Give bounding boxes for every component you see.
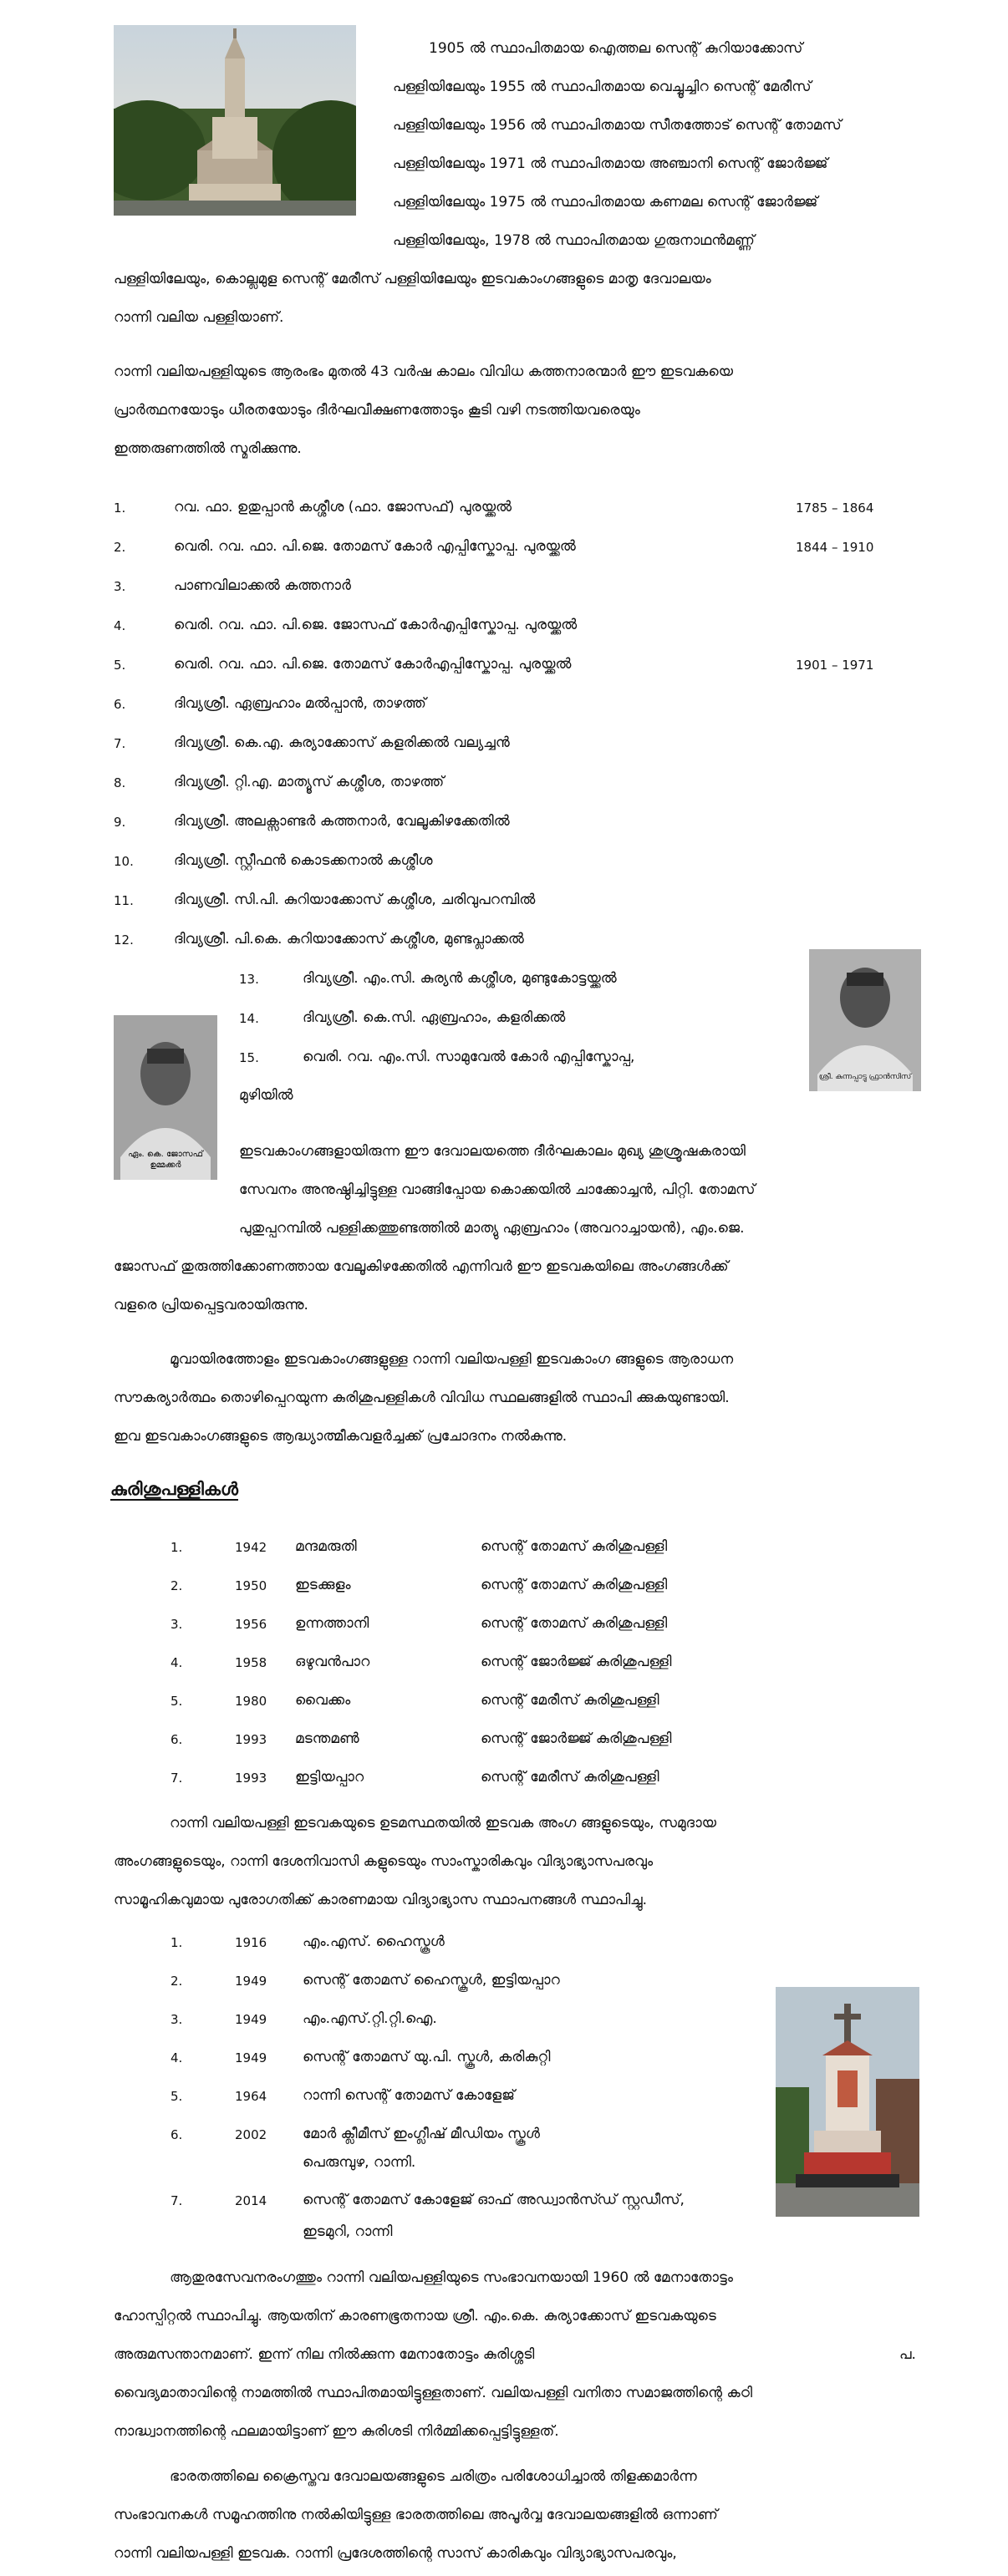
vicar-name: റവ. ഫാ. ഉതുപ്പാൻ കശ്ശീശ (ഫാ. ജോസഫ്) പുരയ്ക്കൽ: [174, 499, 512, 516]
closing-line-1: ഭാരതത്തിലെ ക്രൈസ്തവ ദേവാലയങ്ങളുടെ ചരിത്രം പരിശോധിച്ചാൽ തിളക്കമാർന്ന: [170, 2468, 697, 2485]
intro-line-3: പള്ളിയിലേയും 1956 ൽ സ്ഥാപിതമായ സീതത്തോട് സെന്റ് തോമസ്: [393, 117, 842, 134]
vicar-years: 1901 – 1971: [796, 658, 874, 673]
vicar-name: ദിവ്യശ്രീ. സി.പി. കുറിയാക്കോസ് കശ്ശീശ, ചരിവുപറമ്പിൽ: [174, 892, 536, 908]
item-number: 4.: [171, 2050, 183, 2065]
intro-line-8: റാന്നി വലിയ പള്ളിയാണ്.: [114, 309, 284, 326]
row-place: ഇട്ടിയപ്പാറ: [295, 1769, 364, 1786]
item-number: 11.: [114, 893, 134, 908]
hospital-line-2: ഹോസ്പിറ്റൽ സ്ഥാപിച്ചു. ആയതിന് കാരണഭൂതനായ ശ്രീ. എം.കെ. കുര്യാക്കോസ് ഇടവകയുടെ: [114, 2308, 716, 2324]
item-number: 6.: [114, 697, 126, 712]
row-number: 3.: [171, 1617, 183, 1632]
item-number: 2.: [114, 540, 126, 555]
row-name: സെന്റ് തോമസ് കുരിശുപള്ളി: [481, 1615, 668, 1632]
hospital-line-4: വൈദ്യമാതാവിന്റെ നാമത്തിൽ സ്ഥാപിതമായിട്ടുള്ളതാണ്. വലിയപള്ളി വനിതാ സമാജത്തിന്റെ കഠി: [114, 2385, 753, 2401]
vicar-name: ദിവ്യശ്രീ. ഏബ്രഹാം മൽപ്പാൻ, താഴത്ത്: [174, 695, 426, 712]
row-name: സെന്റ് ജോർജ്ജ് കുരിശുപള്ളി: [481, 1654, 672, 1670]
servants-line-4: ജോസഫ് തുരുത്തിക്കോണത്തായ വേലൂകിഴക്കേതിൽ എന്നിവർ ഈ ഇടവകയിലെ അംഗങ്ങൾക്ക്: [114, 1258, 729, 1275]
kurishu-heading: കുരിശുപള്ളികൾ: [110, 1479, 238, 1499]
intro-line-2: പള്ളിയിലേയും 1955 ൽ സ്ഥാപിതമായ വെച്ചൂച്ചിറ സെന്റ് മേരീസ്: [393, 79, 812, 95]
school-name: മോർ ക്ലീമീസ് ഇംഗ്ലീഷ് മീഡിയം സ്കൂൾ: [303, 2126, 540, 2142]
vicars-intro-line-2: പ്രാർത്ഥനയോടും ധീരതയോടും ദീർഘവീക്ഷണത്തോടും കൂടി വഴി നടത്തിയവരെയും: [114, 402, 640, 419]
school-name-line-2: പെരുമ്പുഴ, റാന്നി.: [303, 2154, 416, 2171]
item-number: 7.: [114, 736, 126, 751]
item-number: 9.: [114, 815, 126, 830]
row-year: 1950: [235, 1578, 267, 1593]
item-year: 2014: [235, 2193, 267, 2208]
row-number: 6.: [171, 1732, 183, 1747]
row-year: 1942: [235, 1540, 267, 1555]
school-name: സെന്റ് തോമസ് ഹൈസ്കൂൾ, ഇട്ടിയപ്പാറ: [303, 1972, 560, 1989]
item-number: 12.: [114, 932, 134, 948]
item-year: 2002: [235, 2127, 267, 2142]
item-year: 1916: [235, 1935, 267, 1950]
school-name: എം.എസ്. ഹൈസ്കൂൾ: [303, 1933, 445, 1950]
school-name: സെന്റ് തോമസ് കോളേജ് ഓഫ് അഡ്വാൻസ്ഡ് സ്റ്റഡീസ്,: [303, 2192, 685, 2208]
row-name: സെന്റ് ജോർജ്ജ് കുരിശുപള്ളി: [481, 1730, 672, 1747]
item-number: 7.: [171, 2193, 183, 2208]
item-number: 13.: [239, 972, 259, 987]
photo-caption: ശ്രീ. കുന്നപ്പാട്ടു ഫ്രാൻസിസ്: [818, 1073, 912, 1081]
intro-line-6: പള്ളിയിലേയും, 1978 ൽ സ്ഥാപിതമായ ഗുരുനാഥൻമണ്ണ്: [393, 232, 755, 249]
vicar-name: വെരി. റവ. ഫാ. പി.ജെ. ജോസഫ് കോർഎപ്പിസ്കോപ്പ. പുരയ്ക്കൽ: [174, 617, 578, 633]
church-illustration: [114, 25, 356, 216]
item-number: 3.: [114, 579, 126, 594]
item-number: 8.: [114, 775, 126, 790]
intro-line-4: പള്ളിയിലേയും 1971 ൽ സ്ഥാപിതമായ അഞ്ചാനി സെന്റ് ജോർജ്ജ്: [393, 155, 828, 172]
school-name: സെന്റ് തോമസ് യു.പി. സ്കൂൾ, കരികുറ്റി: [303, 2049, 551, 2065]
row-name: സെന്റ് തോമസ് കുരിശുപള്ളി: [481, 1577, 668, 1593]
row-year: 1980: [235, 1694, 267, 1709]
item-number: 10.: [114, 854, 134, 869]
closing-line-2: സംഭാവനകൾ സമൂഹത്തിനു നൽകിയിട്ടുള്ള ഭാരതത്തിലെ അപൂർവ്വ ദേവാലയങ്ങളിൽ ഒന്നാണ്: [114, 2507, 718, 2523]
kurishu-intro-line-1: മൂവായിരത്തോളം ഇടവകാംഗങ്ങളുള്ള റാന്നി വലിയപള്ളി ഇടവകാംഗ ങ്ങളുടെ ആരാധന: [170, 1351, 734, 1368]
vicar-years: 1844 – 1910: [796, 540, 874, 555]
vicar-name: ദിവ്യശ്രീ. കെ.എ. കുര്യാക്കോസ് കളരിക്കൽ വല്യച്ചൻ: [174, 734, 510, 751]
row-year: 1956: [235, 1617, 267, 1632]
row-year: 1993: [235, 1771, 267, 1786]
servants-line-3: പുതുപ്പറമ്പിൽ പള്ളിക്കത്തുണ്ടത്തിൽ മാത്യു ഏബ്രഹാം (അവറാച്ചായൻ), എം.ജെ.: [239, 1220, 745, 1237]
item-number: 1.: [171, 1935, 183, 1950]
vicar-name: വെരി. റവ. എം.സി. സാമുവേൽ കോർ എപ്പിസ്കോപ്പ,: [303, 1049, 635, 1065]
vicar-name: ദിവ്യശ്രീ. എം.സി. കുര്യൻ കശ്ശീശ, മുണ്ടുകോട്ടയ്ക്കൽ: [303, 970, 617, 987]
row-year: 1958: [235, 1655, 267, 1670]
school-name: എം.എസ്.റ്റി.റ്റി.ഐ.: [303, 2010, 437, 2027]
closing-line-3: റാന്നി വലിയപള്ളി ഇടവക. റാന്നി പ്രദേശത്തിന്റെ സാസ് കാരികവും വിദ്യാഭ്യാസപരവും,: [114, 2545, 677, 2562]
kurishu-intro-line-2: സൗകര്യാർത്ഥം തൊഴിപ്പെറയുന്ന കുരിശുപള്ളികൾ വിവിധ സ്ഥലങ്ങളിൽ സ്ഥാപി ക്കുകയുണ്ടായി.: [114, 1390, 730, 1406]
servants-line-1: ഇടവകാംഗങ്ങളായിരുന്ന ഈ ദേവാലയത്തെ ദീർഘകാലം മുഖ്യ ശുശ്രൂഷകരായി: [239, 1143, 746, 1160]
item-number: 3.: [171, 2012, 183, 2027]
hospital-line-3: അരുമസന്താനമാണ്. ഇന്ന് നില നിൽക്കുന്ന മേനാതോട്ടം കുരിശ്ശടി: [114, 2346, 535, 2363]
vicar-name: ദിവ്യശ്രീ. കെ.സി. ഏബ്രഹാം, കളരിക്കൽ: [303, 1009, 566, 1026]
item-year: 1949: [235, 1974, 267, 1989]
vicar-name: വെരി. റവ. ഫാ. പി.ജെ. തോമസ് കോർ എപ്പിസ്കോപ്പ. പുരയ്ക്കൽ: [174, 538, 576, 555]
schools-intro-line-1: റാന്നി വലിയപള്ളി ഇടവകയുടെ ഉടമസ്ഥതയിൽ ഇടവക അംഗ ങ്ങളുടെയും, സമുദായ: [170, 1815, 717, 1832]
intro-line-1: 1905 ൽ സ്ഥാപിതമായ ഐത്തല സെന്റ് കുറിയാക്കോസ്: [429, 40, 803, 57]
vicar-name: ദിവ്യശ്രീ. സ്റ്റീഫൻ കൊടക്കനാൽ കശ്ശീശ: [174, 852, 433, 869]
vicar-name: ദിവ്യശ്രീ. പി.കെ. കുറിയാക്കോസ് കശ്ശീശ, മുണ്ടപ്ലാക്കൽ: [174, 931, 524, 948]
vicar-name: വെരി. റവ. ഫാ. പി.ജെ. തോമസ് കോർഎപ്പിസ്കോപ്പ. പുരയ്ക്കൽ: [174, 656, 572, 673]
row-number: 7.: [171, 1771, 183, 1786]
item-year: 1949: [235, 2050, 267, 2065]
row-place: ഉന്നത്താനി: [295, 1615, 369, 1632]
person-portrait-icon: [809, 949, 921, 1091]
vicars-intro-line-1: റാന്നി വലിയപള്ളിയുടെ ആരംഭം മുതൽ 43 വർഷ കാലം വിവിധ കത്തനാരന്മാർ ഈ ഇടവകയെ: [114, 363, 733, 380]
schools-intro-line-3: സാമൂഹികവുമായ പുരോഗതിക്ക് കാരണമായ വിദ്യാഭ്യാസ സ്ഥാപനങ്ങൾ സ്ഥാപിച്ചു.: [114, 1892, 648, 1908]
wayside-cross-photo: [776, 1987, 919, 2217]
schools-intro-line-2: അംഗങ്ങളുടെയും, റാന്നി ദേശനിവാസി കളുടെയും സാംസ്കാരികവും വിദ്യാഭ്യാസപരവും: [114, 1853, 654, 1870]
vicar-name-continued: മുഴിയിൽ: [239, 1087, 293, 1104]
hospital-line-3-tail: പ.: [899, 2346, 916, 2363]
row-number: 2.: [171, 1578, 183, 1593]
item-year: 1949: [235, 2012, 267, 2027]
intro-line-5: പള്ളിയിലേയും 1975 ൽ സ്ഥാപിതമായ കണമല സെന്റ് ജോർജ്ജ്: [393, 194, 818, 211]
row-place: വൈക്കം: [295, 1692, 351, 1709]
school-name-line-2: ഇടമുറി, റാന്നി: [303, 2223, 393, 2240]
row-name: സെന്റ് തോമസ് കുരിശുപള്ളി: [481, 1538, 668, 1555]
row-number: 5.: [171, 1694, 183, 1709]
hospital-line-5: നാദ്ധ്വാനത്തിന്റെ ഫലമായിട്ടാണ് ഈ കുരിശടി നിർമ്മിക്കപ്പെട്ടിട്ടുള്ളത്.: [114, 2423, 559, 2440]
item-number: 4.: [114, 618, 126, 633]
item-number: 1.: [114, 500, 126, 516]
row-number: 1.: [171, 1540, 183, 1555]
vicar-name: പാണവിലാക്കൽ കത്തനാർ: [174, 577, 351, 594]
item-number: 15.: [239, 1050, 259, 1065]
intro-line-7: പള്ളിയിലേയും, കൊല്ലമുള സെന്റ് മേരീസ് പള്ളിയിലേയും ഇടവകാംഗങ്ങളുടെ മാതൃ ദേവാലയം: [114, 271, 711, 287]
portrait-photo-left: [114, 1015, 217, 1180]
item-number: 14.: [239, 1011, 259, 1026]
row-number: 4.: [171, 1655, 183, 1670]
vicar-years: 1785 – 1864: [796, 500, 874, 516]
row-place: ഒഴുവൻപാറ: [295, 1654, 370, 1670]
row-name: സെന്റ് മേരീസ് കുരിശുപള്ളി: [481, 1769, 659, 1786]
vicar-name: ദിവ്യശ്രീ. അലക്സാണ്ടർ കത്തനാർ, വേലൂകിഴക്കേതിൽ: [174, 813, 510, 830]
kurishu-intro-line-3: ഇവ ഇടവകാംഗങ്ങളുടെ ആദ്ധ്യാത്മീകവളർച്ചക്ക് പ്രചോദനം നൽകുന്നു.: [114, 1428, 568, 1445]
hospital-line-1: ആതുരസേവനരംഗത്തും റാന്നി വലിയപള്ളിയുടെ സംഭാവനയായി 1960 ൽ മേനാതോട്ടം: [170, 2269, 733, 2286]
portrait-photo-right: [809, 949, 921, 1091]
row-place: ഇടക്കുളം: [295, 1577, 351, 1593]
item-number: 5.: [171, 2089, 183, 2104]
row-place: മന്ദമരുതി: [295, 1538, 357, 1555]
item-number: 6.: [171, 2127, 183, 2142]
row-place: മടന്തമൺ: [295, 1730, 359, 1747]
school-name: റാന്നി സെന്റ് തോമസ് കോളേജ്: [303, 2087, 515, 2104]
row-name: സെന്റ് മേരീസ് കുരിശുപള്ളി: [481, 1692, 659, 1709]
photo-caption: ഏം. കെ. ജോസഫ് ഉമ്മക്കർ: [128, 1150, 203, 1170]
servants-line-2: സേവനം അനുഷ്ഠിച്ചിട്ടുള്ള വാങ്ങിപ്പോയ കൊക്കയിൽ ചാക്കോച്ചൻ, പിറ്റി. തോമസ്: [239, 1181, 756, 1198]
vicars-intro-line-3: ഇത്തരുണത്തിൽ സ്മരിക്കുന്നു.: [114, 440, 302, 457]
vicar-name: ദിവ്യശ്രീ. റ്റി.എ. മാത്യൂസ് കശ്ശീശ, താഴത്ത്: [174, 774, 445, 790]
church-photo: [114, 25, 356, 216]
row-year: 1993: [235, 1732, 267, 1747]
wayside-cross-illustration: [776, 1987, 919, 2217]
item-number: 2.: [171, 1974, 183, 1989]
item-year: 1964: [235, 2089, 267, 2104]
servants-line-5: വളരെ പ്രിയപ്പെട്ടവരായിരുന്നു.: [114, 1297, 308, 1313]
item-number: 5.: [114, 658, 126, 673]
